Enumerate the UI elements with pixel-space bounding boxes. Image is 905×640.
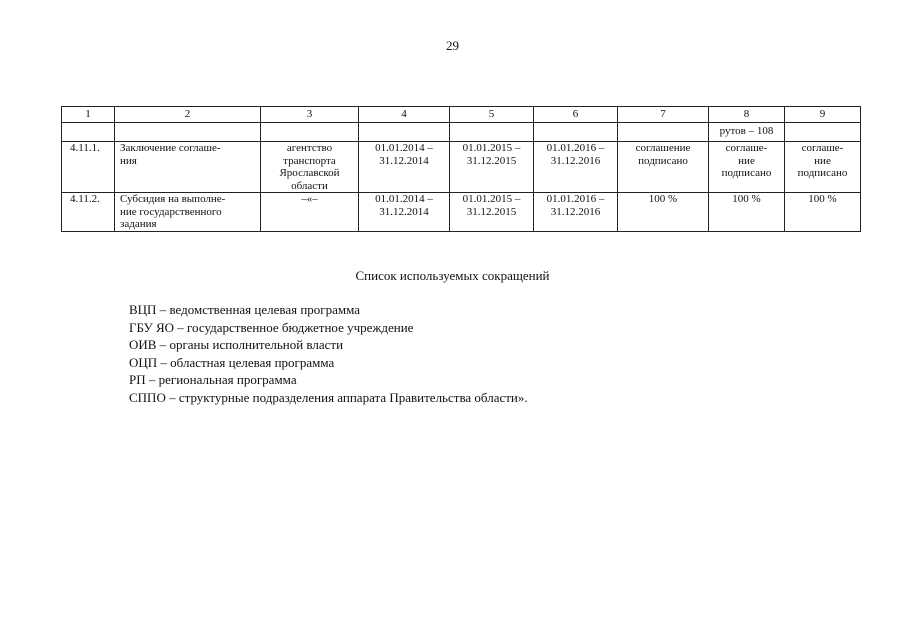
period-2016-cell: 01.01.2016 – 31.12.2016 <box>534 193 618 232</box>
column-header: 6 <box>534 107 618 123</box>
table-cell: рутов – 108 <box>709 123 785 142</box>
activity-name: Субсидия на выполне- ние государственного задания <box>115 193 261 232</box>
period-2014-cell: 01.01.2014 – 31.12.2014 <box>359 193 450 232</box>
abbreviation-item: ВЦП – ведомственная целевая программа <box>129 302 361 317</box>
abbreviation-item: ОЦП – областная целевая программа <box>129 354 335 370</box>
abbreviation-item: ГБУ ЯО – государственное бюджетное учреждение <box>129 319 414 335</box>
result-col7-cell: соглашение подписано <box>618 142 709 193</box>
table-row <box>62 193 861 232</box>
result-col9-cell: 100 % <box>785 193 861 232</box>
column-header: 9 <box>785 107 861 123</box>
column-header: 5 <box>450 107 534 123</box>
row-number: 4.11.1. <box>62 142 115 193</box>
column-header: 3 <box>261 107 359 123</box>
activity-name: Заключение соглаше- ния <box>115 142 261 193</box>
period-2015-cell: 01.01.2015 – 31.12.2015 <box>450 193 534 232</box>
table-cell <box>115 123 261 142</box>
abbreviation-item: ОИВ – органы исполнительной власти <box>129 337 344 352</box>
column-number-row <box>62 107 861 123</box>
result-col7-cell: 100 % <box>618 193 709 232</box>
table-cell <box>450 123 534 142</box>
abbreviation-item: РП – региональная программа <box>129 372 297 387</box>
continuation-row <box>62 123 861 142</box>
table-cell <box>62 123 115 142</box>
table-cell <box>534 123 618 142</box>
period-2016-cell: 01.01.2016 – 31.12.2016 <box>534 142 618 193</box>
program-table <box>61 106 861 232</box>
result-col8-cell: соглаше- ние подписано <box>709 142 785 193</box>
table-cell <box>261 123 359 142</box>
column-header: 1 <box>62 107 115 123</box>
period-2015-cell: 01.01.2015 – 31.12.2015 <box>450 142 534 193</box>
table-cell <box>618 123 709 142</box>
executor-cell: агентство транспорта Ярославской области <box>261 142 359 193</box>
column-header: 4 <box>359 107 450 123</box>
result-col9-cell: соглаше- ние подписано <box>785 142 861 193</box>
abbreviations-list <box>129 301 849 406</box>
table-row <box>62 142 861 193</box>
column-header: 2 <box>115 107 261 123</box>
row-number: 4.11.2. <box>62 193 115 232</box>
table-cell <box>785 123 861 142</box>
result-col8-cell: 100 % <box>709 193 785 232</box>
abbreviation-item: СППО – структурные подразделения аппарата Правительства области». <box>129 389 528 405</box>
period-2014-cell: 01.01.2014 – 31.12.2014 <box>359 142 450 193</box>
column-header: 8 <box>709 107 785 123</box>
executor-cell: –«– <box>261 193 359 232</box>
abbreviations-title: Список используемых сокращений <box>355 268 550 283</box>
page-number: 29 <box>446 38 459 53</box>
table-cell <box>359 123 450 142</box>
column-header: 7 <box>618 107 709 123</box>
